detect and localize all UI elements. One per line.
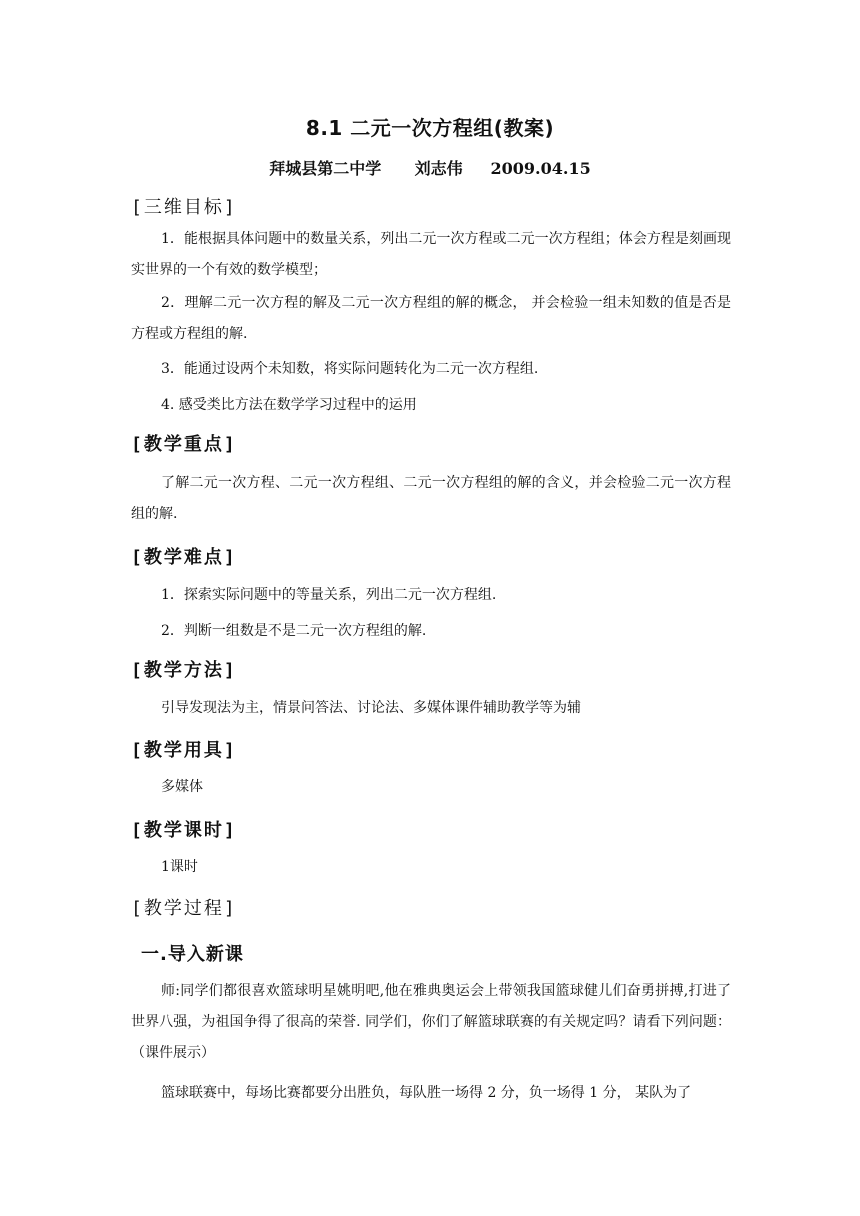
- process-subheading: 一.导入新课: [141, 944, 244, 965]
- difficulty-item-1: 1．探索实际问题中的等量关系，列出二元一次方程组.: [161, 587, 497, 603]
- hours-heading: [教学课时]: [131, 820, 237, 841]
- difficulties-heading: [教学难点]: [131, 547, 237, 568]
- page-title: 8.1 二元一次方程组(教案): [305, 116, 555, 140]
- byline: 拜城县第二中学 刘志伟 2009.04.15: [269, 159, 591, 178]
- key-points-text: 了解二元一次方程、二元一次方程组、二元一次方程组的解的含义，并会检验二元一次方程组的解.: [131, 475, 731, 522]
- hours-text: 1课时: [161, 859, 198, 875]
- key-points-heading: [教学重点]: [131, 434, 237, 455]
- difficulty-item-2: 2．判断一组数是不是二元一次方程组的解.: [161, 623, 427, 639]
- process-heading: [教学过程]: [131, 898, 237, 919]
- goals-heading: [三维目标]: [131, 197, 237, 218]
- tools-text: 多媒体: [161, 779, 203, 795]
- goal-item-2: 2．理解二元一次方程的解及二元一次方程组的解的概念， 并会检验一组未知数的值是否是方程或方程组的解.: [131, 295, 731, 342]
- process-paragraph-1: 师:同学们都很喜欢篮球明星姚明吧,他在雅典奥运会上带领我国篮球健儿们奋勇拼搏,打进了世界八强，为祖国争得了很高的荣誉. 同学们，你们了解篮球联赛的有关规定吗？请看下列问题： （课件展示）: [131, 983, 731, 1061]
- goal-item-3: 3．能通过设两个未知数，将实际问题转化为二元一次方程组.: [161, 361, 539, 377]
- tools-heading: [教学用具]: [131, 740, 237, 761]
- goal-item-1: 1．能根据具体问题中的数量关系，列出二元一次方程或二元一次方程组；体会方程是刻画现实世界的一个有效的数学模型；: [131, 231, 731, 278]
- methods-heading: [教学方法]: [131, 660, 237, 681]
- process-paragraph-2: 篮球联赛中，每场比赛都要分出胜负，每队胜一场得 2 分，负一场得 1 分， 某队为了: [161, 1085, 692, 1101]
- goal-item-4: 4. 感受类比方法在数学学习过程中的运用: [161, 397, 417, 413]
- methods-text: 引导发现法为主，情景问答法、讨论法、多媒体课件辅助教学等为辅: [161, 700, 581, 716]
